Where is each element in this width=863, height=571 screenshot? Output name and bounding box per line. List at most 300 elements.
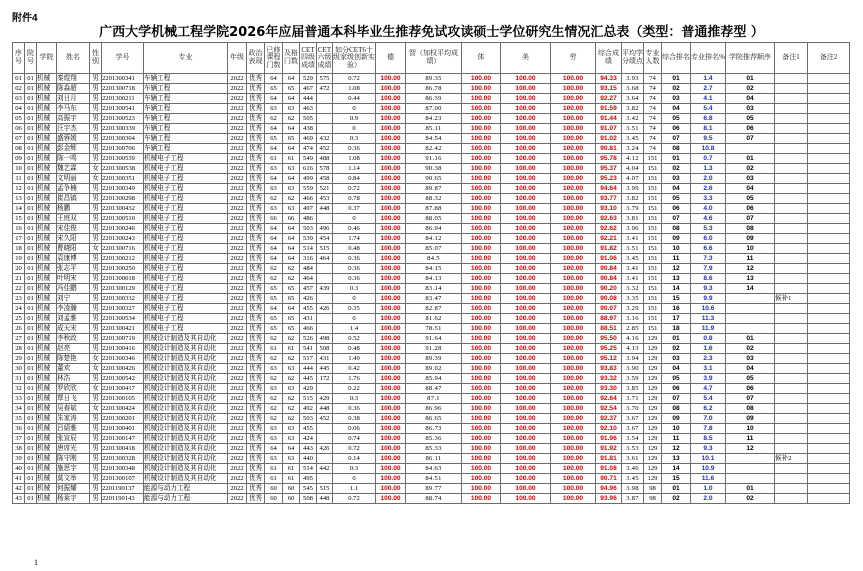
- table-cell: 施思宇: [57, 464, 90, 474]
- table-cell: 08: [662, 224, 691, 234]
- table-cell: [317, 104, 333, 114]
- table-cell: [808, 94, 850, 104]
- table-cell: 3.29: [622, 304, 644, 314]
- table-cell: 2201300327: [102, 304, 144, 314]
- table-cell: 84.63: [406, 464, 462, 474]
- table-cell: 86.94: [406, 224, 462, 234]
- table-cell: 100.00: [376, 114, 406, 124]
- table-cell: 叶明宋: [57, 274, 90, 284]
- table-cell: 机械电子工程: [144, 224, 228, 234]
- table-cell: 0: [333, 124, 376, 134]
- table-cell: 14: [13, 204, 25, 214]
- table-cell: 100.00: [376, 74, 406, 84]
- table-cell: 129: [644, 464, 662, 474]
- table-cell: 100.00: [376, 164, 406, 174]
- table-cell: 62: [283, 194, 300, 204]
- table-cell: 13: [662, 454, 691, 464]
- table-cell: 2022: [228, 364, 247, 374]
- table-cell: 65: [283, 314, 300, 324]
- table-cell: 01: [25, 124, 37, 134]
- table-cell: 129: [644, 384, 662, 394]
- table-cell: 01: [726, 154, 775, 164]
- table-cell: 8.5: [691, 434, 726, 444]
- table-cell: 86.11: [406, 454, 462, 464]
- table-cell: 42: [13, 484, 25, 494]
- table-cell: 2022: [228, 404, 247, 414]
- table-row: [13, 224, 850, 234]
- table-cell: 469: [300, 134, 317, 144]
- table-cell: 63: [283, 384, 300, 394]
- table-cell: 439: [317, 284, 333, 294]
- table-cell: 文明丽: [57, 174, 90, 184]
- table-cell: 65: [283, 324, 300, 334]
- table-cell: 2201300542: [102, 374, 144, 384]
- table-cell: 何振耀: [57, 484, 90, 494]
- table-cell: 男: [90, 424, 102, 434]
- table-cell: 2.85: [622, 324, 644, 334]
- table-cell: 04: [662, 364, 691, 374]
- table-cell: 92.54: [596, 404, 622, 414]
- table-cell: 05: [726, 374, 775, 384]
- table-cell: 100.00: [551, 194, 596, 204]
- table-cell: [317, 274, 333, 284]
- table-cell: 陈一鸣: [57, 154, 90, 164]
- table-cell: 515: [317, 484, 333, 494]
- table-cell: 1.6: [691, 344, 726, 354]
- table-cell: 0.44: [333, 94, 376, 104]
- table-cell: 07: [662, 394, 691, 404]
- column-header: 性别: [90, 43, 102, 74]
- table-cell: 2201300534: [102, 314, 144, 324]
- table-cell: 6.2: [691, 404, 726, 414]
- column-header: 年级: [228, 43, 247, 74]
- table-cell: 100.00: [501, 344, 551, 354]
- table-cell: 455: [300, 424, 317, 434]
- table-cell: 2022: [228, 74, 247, 84]
- table-cell: 35: [13, 414, 25, 424]
- table-cell: 01: [25, 134, 37, 144]
- table-cell: [317, 384, 333, 394]
- table-cell: 100.00: [501, 214, 551, 224]
- table-cell: 65: [283, 294, 300, 304]
- table-cell: 90.08: [596, 294, 622, 304]
- table-cell: 444: [300, 364, 317, 374]
- table-cell: 100.00: [501, 194, 551, 204]
- table-cell: 3.96: [622, 224, 644, 234]
- table-cell: 刘日月: [57, 94, 90, 104]
- table-cell: 100.00: [501, 84, 551, 94]
- table-cell: 06: [726, 204, 775, 214]
- table-cell: 100.00: [501, 364, 551, 374]
- table-cell: 100.00: [376, 254, 406, 264]
- table-cell: 100.00: [501, 334, 551, 344]
- table-cell: 90.81: [596, 144, 622, 154]
- table-cell: 172: [317, 374, 333, 384]
- table-cell: [775, 354, 808, 364]
- table-cell: 3.61: [622, 454, 644, 464]
- table-row: [13, 234, 850, 244]
- table-cell: 4.16: [622, 334, 644, 344]
- table-cell: 129: [644, 364, 662, 374]
- table-cell: 02: [726, 164, 775, 174]
- table-cell: 63: [265, 364, 283, 374]
- table-cell: 01: [25, 284, 37, 294]
- table-cell: 2201300417: [102, 384, 144, 394]
- table-cell: 74: [644, 94, 662, 104]
- table-cell: 2201300510: [102, 214, 144, 224]
- table-cell: 机械电子工程: [144, 164, 228, 174]
- table-cell: 优秀: [247, 404, 265, 414]
- table-cell: 4.1: [691, 94, 726, 104]
- table-cell: 0.38: [333, 414, 376, 424]
- table-cell: 机械电子工程: [144, 254, 228, 264]
- table-cell: 129: [644, 434, 662, 444]
- table-cell: 男: [90, 264, 102, 274]
- table-cell: 01: [25, 384, 37, 394]
- table-cell: 优秀: [247, 474, 265, 484]
- table-cell: 100.00: [462, 174, 501, 184]
- table-cell: [808, 114, 850, 124]
- table-cell: [317, 214, 333, 224]
- table-cell: 05: [662, 194, 691, 204]
- table-cell: 16: [13, 224, 25, 234]
- table-cell: 63: [283, 184, 300, 194]
- table-cell: 3.32: [622, 284, 644, 294]
- table-cell: 0: [333, 314, 376, 324]
- table-cell: 100.00: [376, 264, 406, 274]
- table-cell: 33: [13, 394, 25, 404]
- table-cell: 06: [662, 124, 691, 134]
- table-cell: 62: [283, 264, 300, 274]
- table-cell: 机械设计制造及其自动化: [144, 424, 228, 434]
- table-cell: 61: [283, 344, 300, 354]
- table-cell: 100.00: [462, 484, 501, 494]
- table-cell: 优秀: [247, 94, 265, 104]
- table-cell: 62: [265, 274, 283, 284]
- table-cell: 100.00: [376, 124, 406, 134]
- table-cell: 4.0: [691, 204, 726, 214]
- table-cell: [775, 364, 808, 374]
- table-body: [13, 74, 850, 504]
- table-cell: 151: [644, 264, 662, 274]
- table-cell: 66: [283, 214, 300, 224]
- table-row: [13, 194, 850, 204]
- table-cell: [808, 174, 850, 184]
- table-cell: 100.00: [376, 474, 406, 484]
- table-cell: 63: [283, 204, 300, 214]
- table-cell: 495: [300, 474, 317, 484]
- table-cell: 13: [726, 274, 775, 284]
- table-cell: 01: [25, 204, 37, 214]
- table-cell: 84.23: [406, 114, 462, 124]
- table-cell: 男: [90, 214, 102, 224]
- table-cell: 100.00: [501, 284, 551, 294]
- table-cell: 8.1: [691, 124, 726, 134]
- table-cell: 64: [265, 94, 283, 104]
- table-cell: 151: [644, 304, 662, 314]
- table-cell: 91.07: [596, 124, 622, 134]
- table-cell: 4.6: [691, 214, 726, 224]
- table-cell: 01: [25, 354, 37, 364]
- table-cell: [775, 124, 808, 134]
- table-cell: [808, 434, 850, 444]
- table-cell: 05: [726, 114, 775, 124]
- table-cell: 100.00: [462, 394, 501, 404]
- table-cell: 429: [300, 384, 317, 394]
- table-cell: 2.7: [691, 84, 726, 94]
- table-cell: 29: [13, 354, 25, 364]
- table-cell: 优秀: [247, 394, 265, 404]
- table-row: [13, 424, 850, 434]
- table-cell: 100.00: [376, 464, 406, 474]
- table-cell: 100.00: [501, 424, 551, 434]
- table-cell: 62: [283, 114, 300, 124]
- table-cell: 0.14: [333, 454, 376, 464]
- table-cell: [808, 184, 850, 194]
- table-cell: [808, 334, 850, 344]
- table-cell: 64: [283, 74, 300, 84]
- table-cell: 1.0: [691, 484, 726, 494]
- table-cell: 85.11: [406, 124, 462, 134]
- table-cell: 151: [644, 254, 662, 264]
- table-cell: 91.08: [596, 464, 622, 474]
- table-cell: 11: [726, 434, 775, 444]
- table-cell: 431: [317, 354, 333, 364]
- table-cell: 女: [90, 354, 102, 364]
- table-cell: 100.00: [462, 234, 501, 244]
- table-cell: 7.0: [691, 414, 726, 424]
- table-cell: 100.00: [551, 474, 596, 484]
- table-cell: [317, 454, 333, 464]
- table-cell: 09: [662, 234, 691, 244]
- table-cell: [317, 324, 333, 334]
- table-cell: 526: [300, 334, 317, 344]
- table-cell: 6.0: [691, 234, 726, 244]
- table-cell: 100.00: [462, 74, 501, 84]
- table-cell: 0.52: [333, 334, 376, 344]
- recommendation-table: [12, 42, 850, 504]
- table-cell: 2.3: [691, 354, 726, 364]
- table-cell: [775, 74, 808, 84]
- table-cell: 01: [25, 184, 37, 194]
- table-cell: 9.3: [691, 444, 726, 454]
- table-cell: 64: [283, 224, 300, 234]
- table-cell: 92.10: [596, 424, 622, 434]
- table-cell: 64: [283, 174, 300, 184]
- table-cell: 65: [265, 134, 283, 144]
- table-cell: 2201300719: [102, 334, 144, 344]
- table-cell: 10.6: [691, 304, 726, 314]
- table-cell: 男: [90, 444, 102, 454]
- table-cell: 01: [25, 274, 37, 284]
- table-cell: 431: [300, 314, 317, 324]
- table-cell: [775, 164, 808, 174]
- table-cell: 100.00: [462, 214, 501, 224]
- table-cell: 优秀: [247, 414, 265, 424]
- table-cell: [808, 214, 850, 224]
- table-cell: 01: [13, 74, 25, 84]
- table-cell: 100.00: [462, 244, 501, 254]
- table-cell: 93.77: [596, 194, 622, 204]
- table-cell: 优秀: [247, 234, 265, 244]
- table-cell: 11: [662, 254, 691, 264]
- table-row: [13, 244, 850, 254]
- table-cell: 男: [90, 464, 102, 474]
- table-cell: 91.81: [596, 454, 622, 464]
- table-cell: 64: [283, 94, 300, 104]
- table-cell: 100.00: [501, 274, 551, 284]
- table-cell: 成天宋: [57, 324, 90, 334]
- table-cell: 3.90: [622, 364, 644, 374]
- table-cell: 01: [25, 224, 37, 234]
- table-cell: 机械电子工程: [144, 154, 228, 164]
- column-header: CET四级成绩: [300, 43, 317, 74]
- table-cell: 03: [13, 94, 25, 104]
- table-cell: 03: [726, 104, 775, 114]
- table-cell: 100.00: [376, 414, 406, 424]
- table-cell: 0.37: [333, 204, 376, 214]
- table-cell: 机械电子工程: [144, 304, 228, 314]
- table-cell: 车辆工程: [144, 74, 228, 84]
- table-cell: 优秀: [247, 304, 265, 314]
- table-cell: 458: [317, 174, 333, 184]
- table-cell: 62: [283, 374, 300, 384]
- table-cell: 467: [300, 84, 317, 94]
- table-cell: 11.9: [691, 324, 726, 334]
- table-cell: 0.36: [333, 144, 376, 154]
- table-cell: 100.00: [551, 454, 596, 464]
- table-cell: 机械: [37, 414, 57, 424]
- table-cell: 18: [13, 244, 25, 254]
- table-cell: 74: [644, 74, 662, 84]
- table-cell: [808, 384, 850, 394]
- table-cell: 01: [25, 454, 37, 464]
- table-cell: 100.00: [462, 384, 501, 394]
- table-cell: 机械: [37, 264, 57, 274]
- table-cell: 100.00: [376, 444, 406, 454]
- table-cell: 09: [726, 414, 775, 424]
- table-cell: 94.64: [596, 184, 622, 194]
- table-cell: 陈守刚: [57, 454, 90, 464]
- table-cell: 4.04: [622, 164, 644, 174]
- table-cell: 100.00: [462, 474, 501, 484]
- table-cell: 董欢: [57, 364, 90, 374]
- table-cell: [808, 164, 850, 174]
- table-cell: 机械: [37, 474, 57, 484]
- table-cell: 2201300211: [102, 94, 144, 104]
- table-cell: 100.00: [376, 94, 406, 104]
- table-cell: 01: [25, 154, 37, 164]
- table-cell: 3.53: [622, 444, 644, 454]
- table-cell: 优秀: [247, 364, 265, 374]
- table-cell: 63: [283, 424, 300, 434]
- column-header: 德: [376, 43, 406, 74]
- table-cell: 100.00: [551, 394, 596, 404]
- column-header: 专业: [144, 43, 228, 74]
- table-cell: 机械电子工程: [144, 184, 228, 194]
- table-cell: 机械设计制造及其自动化: [144, 444, 228, 454]
- table-cell: 17: [13, 234, 25, 244]
- table-cell: 100.00: [462, 334, 501, 344]
- table-cell: 机械: [37, 404, 57, 414]
- table-cell: 0: [333, 474, 376, 484]
- table-cell: [808, 404, 850, 414]
- table-cell: 2.0: [691, 494, 726, 504]
- table-cell: 03: [726, 174, 775, 184]
- table-cell: 151: [644, 244, 662, 254]
- table-cell: 2022: [228, 144, 247, 154]
- table-cell: 3.1: [691, 364, 726, 374]
- table-cell: 01: [25, 74, 37, 84]
- table-cell: 151: [644, 194, 662, 204]
- table-cell: 刘孟雅: [57, 314, 90, 324]
- table-cell: 05: [662, 374, 691, 384]
- table-cell: 88.47: [406, 384, 462, 394]
- table-cell: 2201300351: [102, 174, 144, 184]
- table-cell: 02: [13, 84, 25, 94]
- table-cell: 男: [90, 84, 102, 94]
- table-cell: 87.1: [406, 394, 462, 404]
- table-cell: 63: [265, 184, 283, 194]
- table-cell: 机械电子工程: [144, 204, 228, 214]
- table-cell: 2022: [228, 344, 247, 354]
- table-cell: 2201300432: [102, 204, 144, 214]
- table-cell: 9.5: [691, 134, 726, 144]
- table-cell: 62: [283, 414, 300, 424]
- table-row: [13, 84, 850, 94]
- table-cell: 15: [662, 474, 691, 484]
- table-cell: 91.92: [596, 444, 622, 454]
- table-cell: 3.67: [622, 424, 644, 434]
- table-cell: 100.00: [551, 434, 596, 444]
- table-cell: 27: [13, 334, 25, 344]
- table-cell: 452: [317, 414, 333, 424]
- table-cell: 4.07: [622, 174, 644, 184]
- table-cell: 0.9: [333, 114, 376, 124]
- table-cell: 10.9: [691, 464, 726, 474]
- table-cell: 男: [90, 184, 102, 194]
- table-cell: 宋久阳: [57, 234, 90, 244]
- table-cell: 02: [726, 494, 775, 504]
- table-cell: 车辆工程: [144, 124, 228, 134]
- table-cell: 62: [283, 404, 300, 414]
- table-cell: 11: [726, 254, 775, 264]
- table-cell: 86.65: [406, 414, 462, 424]
- table-cell: 0.72: [333, 74, 376, 84]
- column-header: 学院: [37, 43, 57, 74]
- table-cell: 66: [265, 214, 283, 224]
- table-cell: 100.00: [501, 384, 551, 394]
- table-row: [13, 394, 850, 404]
- table-cell: 2022: [228, 204, 247, 214]
- table-cell: 62: [265, 414, 283, 424]
- table-cell: 0.46: [333, 224, 376, 234]
- table-cell: 100.00: [376, 434, 406, 444]
- table-cell: 499: [300, 174, 317, 184]
- table-cell: 优秀: [247, 134, 265, 144]
- table-cell: 100.00: [376, 484, 406, 494]
- table-cell: 100.00: [501, 234, 551, 244]
- table-cell: 100.00: [551, 234, 596, 244]
- table-cell: 100.00: [462, 304, 501, 314]
- table-cell: 63: [265, 454, 283, 464]
- table-row: [13, 134, 850, 144]
- table-cell: 机械: [37, 314, 57, 324]
- table-cell: 刘宁: [57, 294, 90, 304]
- table-cell: 优秀: [247, 334, 265, 344]
- column-header: 姓名: [57, 43, 90, 74]
- table-cell: 0.48: [333, 244, 376, 254]
